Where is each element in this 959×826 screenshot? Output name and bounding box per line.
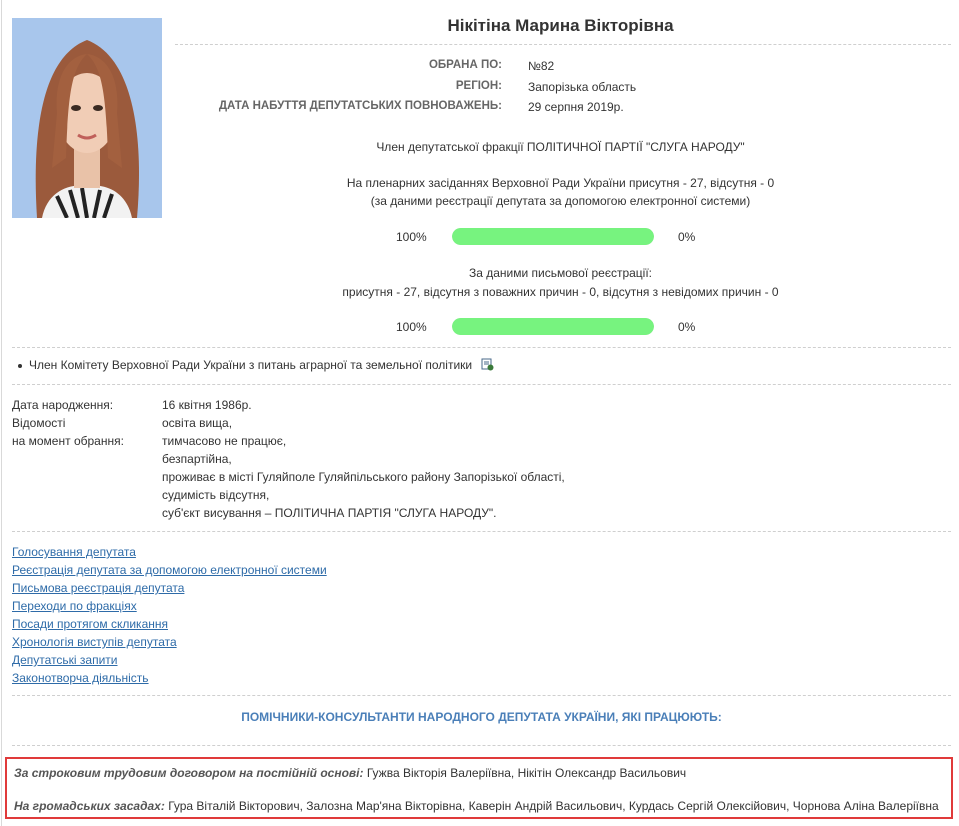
info-row-region	[170, 80, 870, 96]
attendance-written-bar	[360, 318, 740, 336]
attendance-written-summary: присутня - 27, відсутня з поважних причин - 0, відсутня з невідомих причин - 0	[342, 285, 779, 299]
link-written-registration[interactable]: Письмова реєстрація депутата	[12, 581, 185, 595]
deputy-links	[12, 545, 327, 689]
attendance-electronic-note: (за даними реєстрації депутата за допомогою електронної системи)	[370, 194, 751, 208]
link-inquiries[interactable]: Депутатські запити	[12, 653, 118, 667]
divider	[12, 384, 951, 385]
assistants-box	[5, 757, 953, 819]
info-label: ОБРАНА ПО:	[428, 59, 502, 71]
progress-fill	[452, 228, 654, 245]
info-label-line2: на момент обрання:	[12, 434, 124, 448]
assistants-heading: ПОМІЧНИКИ-КОНСУЛЬТАНТИ НАРОДНОГО ДЕПУТАТА УКРАЇНИ, ЯКІ ПРАЦЮЮТЬ:	[241, 710, 722, 724]
link-electronic-registration[interactable]: Реєстрація депутата за допомогою електронної системи	[12, 563, 327, 577]
divider	[12, 347, 951, 348]
divider	[12, 531, 951, 532]
bio-line: безпартійна,	[162, 452, 232, 466]
divider	[12, 745, 951, 746]
info-row-district	[170, 59, 870, 75]
attendance-written-heading: За даними письмової реєстрації:	[468, 266, 653, 280]
assistants-contract-row	[14, 766, 686, 780]
present-percent: 100%	[396, 230, 427, 244]
info-value: №82	[528, 59, 555, 73]
bio-line: тимчасово не працює,	[162, 434, 287, 448]
committee-item	[18, 358, 494, 374]
link-speeches[interactable]: Хронологія виступів депутата	[12, 635, 177, 649]
attendance-electronic-summary: На пленарних засіданнях Верховної Ради України присутня - 27, відсутня - 0	[346, 176, 775, 190]
info-label-line1: Відомості	[12, 416, 66, 430]
page-left-border	[1, 0, 2, 826]
present-percent: 100%	[396, 320, 427, 334]
info-row-mandate-date	[170, 100, 870, 116]
document-icon[interactable]	[481, 358, 494, 374]
progress-track	[452, 318, 654, 335]
bio-line: проживає в місті Гуляйполе Гуляйпільського району Запорізької області,	[162, 470, 565, 484]
volunteer-label: На громадських засадах:	[14, 799, 165, 813]
bio-line: суб'єкт висування – ПОЛІТИЧНА ПАРТІЯ "СЛУГА НАРОДУ".	[162, 506, 497, 520]
deputy-name: Нікітіна Марина Вікторівна	[447, 16, 674, 35]
info-label: ДАТА НАБУТТЯ ДЕПУТАТСЬКИХ ПОВНОВАЖЕНЬ:	[218, 100, 502, 112]
link-positions[interactable]: Посади протягом скликання	[12, 617, 168, 631]
bio-line: освіта вища,	[162, 416, 233, 430]
link-faction-transfers[interactable]: Переходи по фракціях	[12, 599, 137, 613]
progress-fill	[452, 318, 654, 335]
birth-value: 16 квітня 1986р.	[162, 398, 252, 412]
deputy-photo	[12, 18, 162, 218]
volunteer-names: Гура Віталій Вікторович, Залозна Мар'яна Вікторівна, Каверін Андрій Васильович, Курдась Сергій Олексійович, Чорнова Аліна Валеріївна	[168, 799, 939, 813]
absent-percent: 0%	[678, 230, 696, 244]
attendance-electronic-bar	[360, 228, 740, 246]
info-label: РЕГІОН:	[455, 80, 502, 92]
link-legislation[interactable]: Законотворча діяльність	[12, 671, 149, 685]
link-votes[interactable]: Голосування депутата	[12, 545, 136, 559]
contract-names: Гужва Вікторія Валеріївна, Нікітін Олександр Васильович	[366, 766, 687, 780]
bullet-icon	[18, 364, 22, 368]
bio-line: судимість відсутня,	[162, 488, 270, 502]
faction-membership: Член депутатської фракції ПОЛІТИЧНОЇ ПАРТІЇ "СЛУГА НАРОДУ"	[376, 140, 745, 154]
info-value: 29 серпня 2019р.	[528, 100, 624, 114]
info-value: Запорізька область	[528, 80, 637, 94]
absent-percent: 0%	[678, 320, 696, 334]
committee-name: Член Комітету Верховної Ради України з питань аграрної та земельної політики	[29, 358, 473, 373]
contract-label: За строковим трудовим договором на постійній основі:	[14, 766, 364, 780]
divider	[12, 695, 951, 696]
divider	[175, 44, 951, 45]
assistants-volunteer-row	[14, 799, 939, 813]
birth-label: Дата народження:	[12, 398, 114, 412]
progress-track	[452, 228, 654, 245]
